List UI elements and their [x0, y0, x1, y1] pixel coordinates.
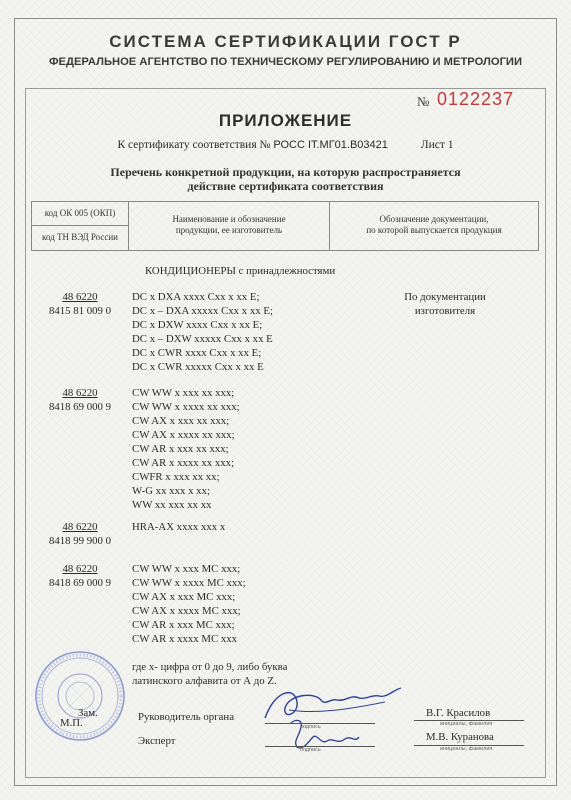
document-title: ПРИЛОЖЕНИЕ	[218, 111, 353, 130]
group-2-items	[132, 386, 240, 512]
product-item: DC x CWR xxxx Cxx x xx E;	[132, 347, 262, 359]
docs-header	[330, 214, 538, 236]
product-item: CW WW x xxxx MC xxx;	[132, 577, 246, 589]
docs-header-line1: Обозначение документации,	[379, 214, 489, 224]
product-item: CW AX x xxxx xx xxx;	[132, 429, 235, 441]
head-name: В.Г. Красилов	[426, 707, 491, 719]
deputy-label: Зам.	[78, 707, 98, 719]
cert-number: РОСС IT.МГ01.В03421	[273, 139, 388, 151]
product-item: CW AX x xxxx MC xxx;	[132, 605, 241, 617]
list-title-line1: Перечень конкретной продукции, на которую распространяется	[110, 165, 461, 179]
note-line1: где x- цифра от 0 до 9, либо буква	[132, 661, 288, 673]
product-item: WW xx xxx xx xx	[132, 499, 212, 511]
okp-code: 48 6220	[62, 387, 98, 399]
table-header	[31, 201, 539, 251]
name-header	[129, 214, 329, 236]
product-item: HRA-AX xxxx xxx x	[132, 521, 226, 533]
section-title: КОНДИЦИОНЕРЫ с принадлежностями	[145, 265, 336, 277]
note-line2: латинского алфавита от А до Z.	[132, 675, 277, 687]
product-item: CWFR x xxx xx xx;	[132, 471, 220, 483]
expert-name-caption: инициалы, фамилия	[440, 746, 493, 752]
product-item: DC x DXA xxxx Cxx x xx E;	[132, 291, 260, 303]
group-1-items	[132, 290, 273, 374]
docs-note-line2: изготовителя	[414, 305, 476, 317]
head-name-caption: инициалы, фамилия	[440, 721, 493, 727]
tnved-code: 8418 99 900 0	[48, 535, 112, 547]
certificate-reference	[0, 139, 571, 151]
product-item: DC x – DXW xxxxx Cxx x xx E	[132, 333, 273, 345]
docs-note-line1: По документации	[404, 291, 486, 303]
okp-code: 48 6220	[62, 563, 98, 575]
okp-code: 48 6220	[62, 291, 98, 303]
head-sign-caption: подпись	[300, 724, 321, 730]
group-1-codes	[30, 290, 130, 318]
code-split-line	[32, 225, 128, 226]
system-title: СИСТЕМА СЕРТИФИКАЦИИ ГОСТ Р	[109, 32, 462, 51]
mp-label: М.П.	[60, 717, 83, 729]
okp-header: код ОК 005 (ОКП)	[44, 208, 116, 218]
code-column-header	[32, 202, 129, 250]
product-item: CW AR x xxxx MC xxx	[132, 633, 238, 645]
form-number: 0122237	[437, 89, 515, 109]
group-4-items	[132, 562, 246, 646]
number-prefix: №	[417, 94, 430, 109]
product-item: DC x DXW xxxx Cxx x xx E;	[132, 319, 263, 331]
product-item: DC x CWR xxxxx Cxx x xx E	[132, 361, 264, 373]
name-header-line2: продукции, ее изготовитель	[175, 225, 283, 235]
expert-signature	[285, 715, 360, 755]
product-item: CW AR x xxx xx xxx;	[132, 443, 229, 455]
head-label: Руководитель органа	[138, 711, 234, 723]
agency-name: ФЕДЕРАЛЬНОЕ АГЕНТСТВО ПО ТЕХНИЧЕСКОМУ РЕГУЛИРОВАНИЮ И МЕТРОЛОГИИ	[48, 56, 523, 68]
tnved-code: 8415 81 009 0	[48, 305, 112, 317]
docs-header-line2: по которой выпускается продукция	[366, 225, 502, 235]
expert-name: М.В. Куранова	[426, 731, 494, 743]
product-item: CW WW x xxx xx xxx;	[132, 387, 235, 399]
product-item: CW AR x xxx MC xxx;	[132, 619, 235, 631]
cert-label: К сертификату соответствия №	[117, 139, 271, 151]
expert-sign-caption: подпись	[300, 747, 321, 753]
list-title-line2: действие сертификата соответствия	[187, 179, 384, 193]
docs-note	[365, 290, 525, 318]
product-item: CW AX x xxx xx xxx;	[132, 415, 230, 427]
expert-label: Эксперт	[138, 735, 176, 747]
product-item: CW AR x xxxx xx xxx;	[132, 457, 235, 469]
group-4-codes	[30, 562, 130, 590]
group-2-codes	[30, 386, 130, 414]
name-column-header	[129, 202, 330, 250]
product-item: CW WW x xxx MC xxx;	[132, 563, 241, 575]
tnved-code: 8418 69 000 9	[48, 401, 112, 413]
product-item: W-G xx xxx x xx;	[132, 485, 210, 497]
tnved-header: код ТН ВЭД России	[42, 232, 118, 242]
name-header-line1: Наименование и обозначение	[172, 214, 286, 224]
sheet-number: Лист 1	[420, 139, 454, 151]
product-item: DC x – DXA xxxxx Cxx x xx E;	[132, 305, 273, 317]
okp-code: 48 6220	[62, 521, 98, 533]
tnved-code: 8418 69 000 9	[48, 577, 112, 589]
group-3-items	[132, 520, 225, 534]
product-item: CW WW x xxxx xx xxx;	[132, 401, 240, 413]
product-item: CW AX x xxx MC xxx;	[132, 591, 236, 603]
group-3-codes	[30, 520, 130, 548]
list-title	[0, 165, 571, 193]
